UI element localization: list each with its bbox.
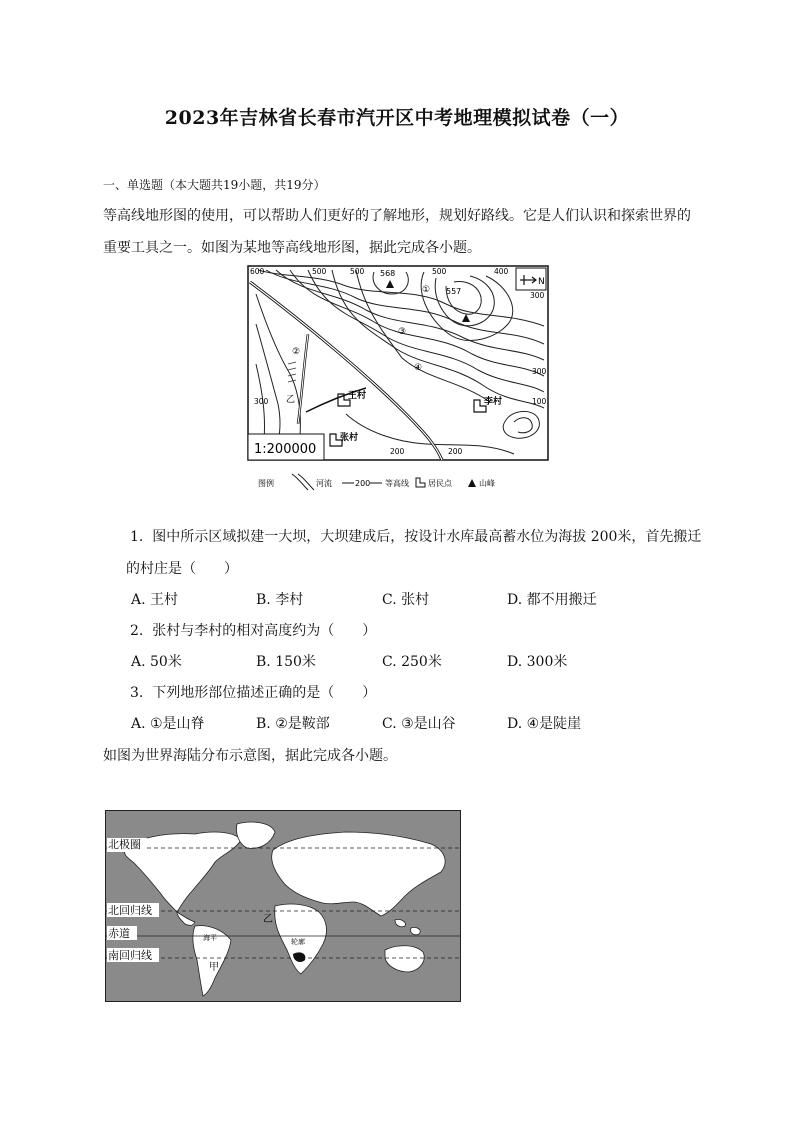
page-title: 2023年吉林省长春市汽开区中考地理模拟试卷（一） [164,107,630,129]
option-a[interactable]: A. 50米 [131,654,182,670]
section-heading: 一、单选题（本大题共19小题，共19分） [103,178,326,192]
topographic-map [246,264,550,494]
option-b[interactable]: B. ②是鞍部 [256,716,330,732]
mark-jia: 甲 [209,962,219,973]
option-d[interactable]: D. ④是陡崖 [507,716,582,732]
option-a[interactable]: A. ①是山脊 [131,716,205,732]
contour-label: 100 [532,397,547,406]
mark-yi: 乙 [263,914,273,925]
map-scale: 1:200000 [254,442,317,457]
river-icon [292,474,314,490]
option-a[interactable]: A. 王村 [131,592,179,608]
question-text: 下列地形部位描述正确的是（ ） [152,685,377,701]
map-legend [258,474,495,490]
option-d[interactable]: D. 都不用搬迁 [507,592,597,608]
peak-icon [468,479,476,487]
village-wang: 王村 [348,391,367,401]
contour-label: 500 [432,267,447,276]
yi-label: 乙 [286,395,296,405]
small-label: 海平 [203,934,217,942]
option-b[interactable]: B. 李村 [256,592,304,608]
position-4-label: ④ [414,363,423,373]
contour-label: 300 [532,367,547,376]
contour-label: 500 [350,267,365,276]
intro-paragraph-1-line2: 重要工具之一。如图为某地等高线地形图，据此完成各小题。 [103,240,481,256]
world-map [105,810,461,1002]
intro-paragraph-2: 如图为世界海陆分布示意图，据此完成各小题。 [103,748,397,764]
option-d[interactable]: D. 300米 [507,654,568,670]
svg-text:等高线: 等高线 [385,479,409,488]
contour-label: 300 [254,397,269,406]
contour-label: 500 [312,267,327,276]
peak-elevation: 568 [380,269,396,278]
equator-label: 赤道 [108,927,130,940]
tropic-of-capricorn-label: 南回归线 [108,949,152,962]
contour-label: 400 [494,267,509,276]
question-3 [130,683,376,703]
option-c[interactable]: C. ③是山谷 [382,716,456,732]
contour-label: 200 [448,447,463,456]
village-zhang: 张村 [340,433,359,443]
svg-text:图例: 图例 [258,479,274,488]
settlement-icon [416,478,425,487]
position-3-label: ③ [398,327,407,337]
question-number: 3. [130,685,144,701]
option-c[interactable]: C. 250米 [382,654,442,670]
svg-text:居民点: 居民点 [428,479,452,488]
question-number: 2. [130,623,144,639]
question-number: 1. [130,529,144,545]
small-label: 轮廓 [291,938,305,946]
option-c[interactable]: C. 张村 [382,592,430,608]
peak-elevation: 557 [446,287,462,296]
contour-label: 300 [530,291,545,300]
svg-text:山峰: 山峰 [479,479,495,488]
tropic-of-cancer-label: 北回归线 [108,904,152,917]
question-text: 张村与李村的相对高度约为（ ） [152,623,377,639]
option-b[interactable]: B. 150米 [256,654,316,670]
svg-text:200: 200 [355,479,371,488]
arctic-circle-label: 北极圈 [108,838,141,851]
question-1-line2: 的村庄是（ ） [126,561,238,577]
village-li: 李村 [484,397,503,407]
north-label: N [538,277,545,287]
position-1-label: ① [422,285,431,295]
position-2-label: ② [292,347,301,357]
intro-paragraph-1-line1: 等高线地形图的使用，可以帮助人们更好的了解地形，规划好路线。它是人们认识和探索世界的 [103,208,691,224]
question-2 [130,621,376,641]
question-text: 图中所示区域拟建一大坝，大坝建成后，按设计水库最高蓄水位为海拔 200米，首先搬迁 [152,529,702,545]
question-1 [130,527,701,547]
contour-label: 200 [390,447,405,456]
contour-label: 600 [250,267,265,276]
svg-text:河流: 河流 [316,479,332,488]
